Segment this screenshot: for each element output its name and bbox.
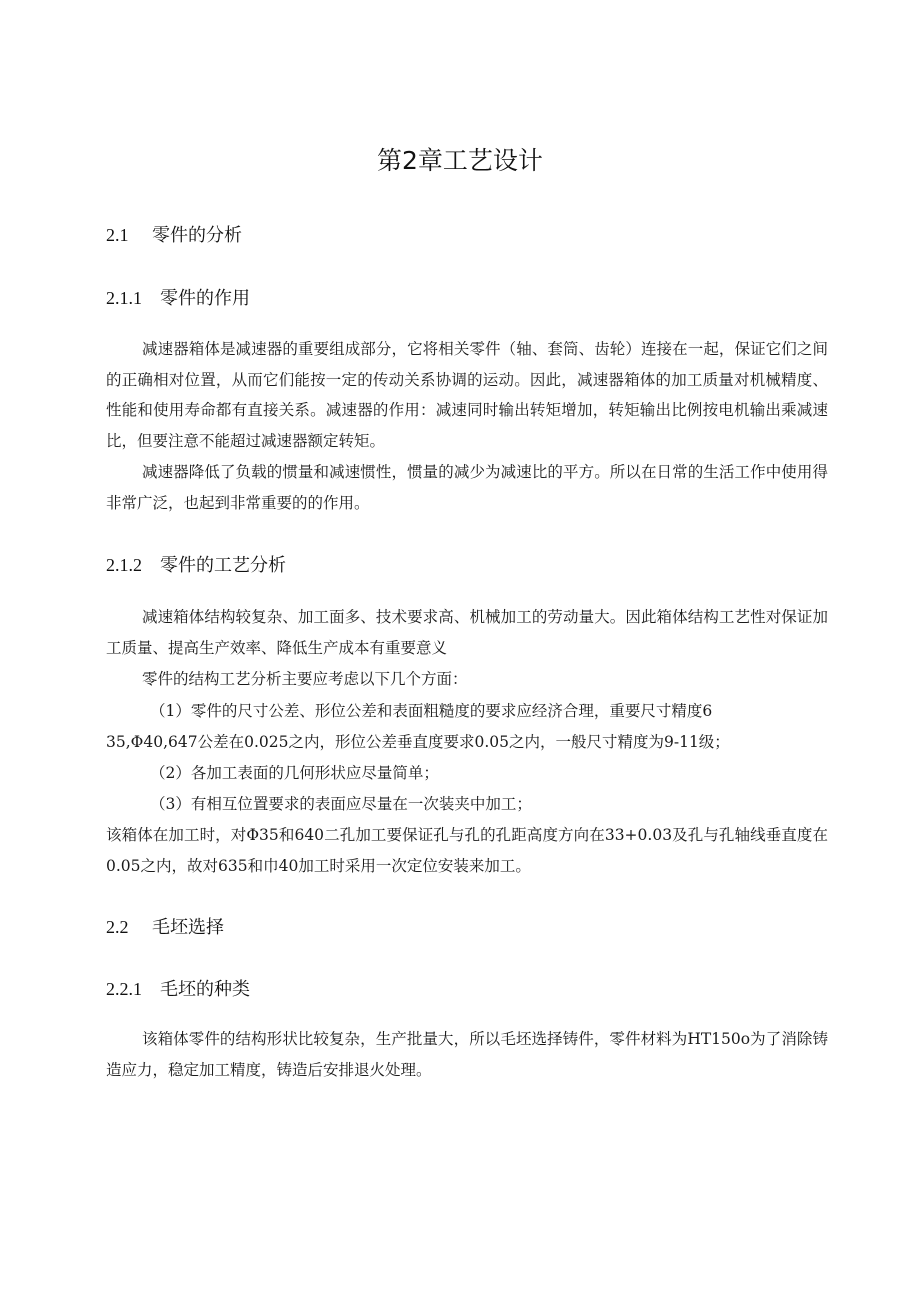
paragraph-blank-type: 该箱体零件的结构形状比较复杂，生产批量大，所以毛坯选择铸件，零件材料为HT150o为了消除铸造应力，稳定加工精度，铸造后安排退火处理。 xyxy=(106,1030,828,1079)
chapter-title: 第2章工艺设计 xyxy=(377,146,543,175)
section-heading-2-1-1 xyxy=(106,284,250,310)
list-item-3: （3）有相互位置要求的表面应尽量在一次装夹中加工； xyxy=(150,795,532,813)
section-title: 零件的作用 xyxy=(160,288,250,309)
paragraph-aspects-intro: 零件的结构工艺分析主要应考虑以下几个方面： xyxy=(142,670,468,688)
section-number: 2.1 xyxy=(106,225,129,245)
section-heading-2-2-1 xyxy=(106,975,250,1001)
section-title: 零件的工艺分析 xyxy=(160,555,286,576)
section-title: 毛坯选择 xyxy=(152,917,224,938)
paragraph-hole-machining: 该箱体在加工时，对Φ35和640二孔加工要保证孔与孔的孔距高度方向在33+0.03及孔与孔轴线垂直度在0.05之内，故对635和巾40加工时采用一次定位安装来加工。 xyxy=(106,826,828,875)
section-title: 零件的分析 xyxy=(152,225,242,246)
paragraph-reducer-inertia: 减速器降低了负载的惯量和减速惯性，惯量的减少为减速比的平方。所以在日常的生活工作中使用得非常广泛，也起到非常重要的的作用。 xyxy=(106,463,828,512)
list-item-2: （2）各加工表面的几何形状应尽量简单； xyxy=(150,764,439,782)
section-number: 2.1.1 xyxy=(106,288,142,308)
section-number: 2.2 xyxy=(106,917,129,937)
section-title: 毛坯的种类 xyxy=(160,979,250,1000)
section-heading-2-1 xyxy=(106,221,242,247)
paragraph-process-analysis: 减速箱体结构较复杂、加工面多、技术要求高、机械加工的劳动量大。因此箱体结构工艺性对保证加工质量、提高生产效率、降低生产成本有重要意义 xyxy=(106,608,828,657)
section-number: 2.1.2 xyxy=(106,555,142,575)
paragraph-role-of-part: 减速器箱体是减速器的重要组成部分，它将相关零件（轴、套筒、齿轮）连接在一起，保证它们之间的正确相对位置，从而它们能按一定的传动关系协调的运动。因此，减速器箱体的加工质量对机械精度、性能和使用寿命都有直接关系。减速器的作用：减速同时输出转矩增加，转矩输出比例按电机输出乘减速比，但要注意不能超过减速器额定转矩。 xyxy=(106,340,828,450)
list-item-1-line-2: 35,Φ40,647公差在0.025之内，形位公差垂直度要求0.05之内，一般尺寸精度为9-11级； xyxy=(106,733,730,751)
list-item-1-line-1: （1）零件的尺寸公差、形位公差和表面粗糙度的要求应经济合理，重要尺寸精度6 xyxy=(150,702,713,720)
section-number: 2.2.1 xyxy=(106,979,142,999)
section-heading-2-1-2 xyxy=(106,551,286,577)
section-heading-2-2 xyxy=(106,913,224,939)
